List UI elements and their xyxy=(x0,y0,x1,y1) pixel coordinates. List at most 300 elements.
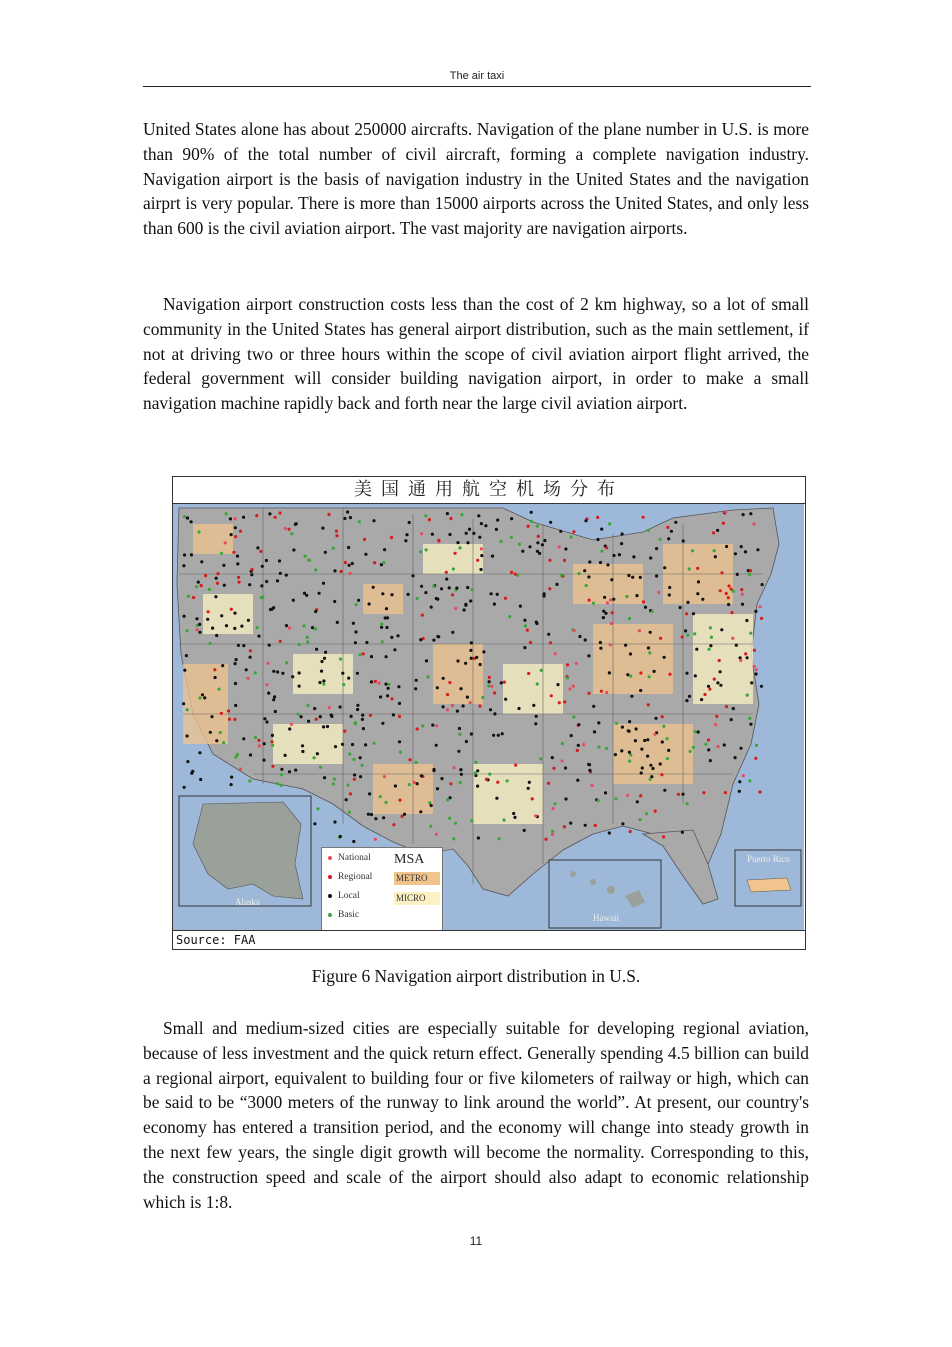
airport-marker xyxy=(584,638,587,641)
airport-marker xyxy=(394,784,397,787)
airport-marker xyxy=(476,785,479,788)
airport-marker xyxy=(278,559,281,562)
airport-marker xyxy=(354,630,357,633)
airport-marker xyxy=(364,553,367,556)
airport-marker xyxy=(399,751,402,754)
airport-marker xyxy=(313,822,316,825)
airport-marker xyxy=(730,588,733,591)
airport-marker xyxy=(247,619,250,622)
airport-marker xyxy=(236,555,239,558)
airport-marker xyxy=(339,835,342,838)
legend-national-label: National xyxy=(338,853,371,863)
airport-marker xyxy=(468,528,471,531)
airport-marker xyxy=(279,572,282,575)
airport-marker xyxy=(646,755,649,758)
airport-marker xyxy=(709,759,712,762)
airport-marker xyxy=(563,559,566,562)
airport-marker xyxy=(359,756,362,759)
airport-marker xyxy=(393,648,396,651)
airport-marker xyxy=(436,686,439,689)
airport-marker xyxy=(748,717,751,720)
airport-marker xyxy=(385,626,388,629)
airport-marker xyxy=(497,734,500,737)
airport-marker xyxy=(513,816,516,819)
airport-marker xyxy=(233,718,236,721)
airport-marker xyxy=(602,616,605,619)
airport-marker xyxy=(210,715,213,718)
airport-marker xyxy=(341,672,344,675)
airport-marker xyxy=(190,553,193,556)
airport-marker xyxy=(547,782,550,785)
airport-marker xyxy=(523,829,526,832)
airport-marker xyxy=(209,731,212,734)
airport-marker xyxy=(196,628,199,631)
airport-marker xyxy=(374,838,377,841)
airport-marker xyxy=(621,532,624,535)
airport-marker xyxy=(363,538,366,541)
airport-marker xyxy=(635,594,638,597)
airport-marker xyxy=(339,705,342,708)
airport-marker xyxy=(643,739,646,742)
airport-marker xyxy=(493,712,496,715)
airport-marker xyxy=(185,654,188,657)
airport-marker xyxy=(263,717,266,720)
airport-marker xyxy=(359,653,362,656)
airport-marker xyxy=(653,670,656,673)
airport-marker xyxy=(630,695,633,698)
airport-marker xyxy=(355,603,358,606)
airport-marker xyxy=(354,721,357,724)
airport-marker xyxy=(382,561,385,564)
airport-marker xyxy=(600,528,603,531)
airport-marker xyxy=(284,754,287,757)
airport-marker xyxy=(320,660,323,663)
airport-marker xyxy=(346,510,349,513)
airport-marker xyxy=(280,768,283,771)
airport-marker xyxy=(392,823,395,826)
airport-marker xyxy=(335,534,338,537)
header-rule xyxy=(143,86,811,87)
airport-marker xyxy=(569,822,572,825)
airport-marker xyxy=(741,603,744,606)
airport-marker xyxy=(323,657,326,660)
airport-marker xyxy=(477,836,480,839)
airport-marker xyxy=(731,637,734,640)
airport-marker xyxy=(234,526,237,529)
airport-marker xyxy=(639,689,642,692)
airport-marker xyxy=(626,673,629,676)
airport-marker xyxy=(465,740,468,743)
airport-marker xyxy=(456,541,459,544)
airport-marker xyxy=(517,707,520,710)
airport-marker xyxy=(398,740,401,743)
airport-marker xyxy=(236,562,239,565)
airport-marker xyxy=(198,751,201,754)
airport-marker xyxy=(485,778,488,781)
airport-marker xyxy=(684,629,687,632)
airport-marker xyxy=(242,516,245,519)
airport-marker xyxy=(362,652,365,655)
airport-marker xyxy=(230,776,233,779)
hawaii-label: Hawaii xyxy=(593,913,619,923)
airport-marker xyxy=(285,624,288,627)
airport-marker xyxy=(319,715,322,718)
airport-marker xyxy=(647,529,650,532)
airport-marker xyxy=(416,782,419,785)
airport-marker xyxy=(235,658,238,661)
airport-marker xyxy=(237,644,240,647)
airport-marker xyxy=(526,629,529,632)
airport-marker xyxy=(445,578,448,581)
airport-marker xyxy=(314,627,317,630)
airport-marker xyxy=(382,816,385,819)
airport-marker xyxy=(364,743,367,746)
airport-marker xyxy=(561,759,564,762)
airport-marker xyxy=(490,592,493,595)
airport-marker xyxy=(276,782,279,785)
airport-marker xyxy=(655,574,658,577)
airport-marker xyxy=(315,648,318,651)
airport-marker xyxy=(398,715,401,718)
legend-regional-label: Regional xyxy=(338,872,373,882)
airport-marker xyxy=(713,678,716,681)
airport-marker xyxy=(458,727,461,730)
airport-marker xyxy=(437,635,440,638)
airport-marker xyxy=(351,743,354,746)
airport-marker xyxy=(663,656,666,659)
airport-marker xyxy=(234,682,237,685)
airport-marker xyxy=(416,727,419,730)
airport-marker xyxy=(378,682,381,685)
airport-marker xyxy=(279,784,282,787)
airport-marker xyxy=(649,778,652,781)
airport-marker xyxy=(369,714,372,717)
airport-marker xyxy=(503,681,506,684)
airport-marker xyxy=(636,800,639,803)
airport-marker xyxy=(322,679,325,682)
airport-marker xyxy=(436,787,439,790)
airport-marker xyxy=(754,757,757,760)
airport-marker xyxy=(744,652,747,655)
airport-marker xyxy=(462,704,465,707)
airport-marker xyxy=(748,573,751,576)
airport-marker xyxy=(340,570,343,573)
airport-marker xyxy=(234,704,237,707)
airport-marker xyxy=(301,744,304,747)
airport-marker xyxy=(431,724,434,727)
airport-marker xyxy=(500,540,503,543)
airport-marker xyxy=(755,672,758,675)
airport-marker xyxy=(610,578,613,581)
airport-marker xyxy=(215,634,218,637)
airport-marker xyxy=(322,725,325,728)
airport-marker xyxy=(692,746,695,749)
airport-marker xyxy=(496,593,499,596)
airport-marker xyxy=(186,734,189,737)
airport-marker xyxy=(466,586,469,589)
airport-marker xyxy=(686,601,689,604)
airport-marker xyxy=(479,663,482,666)
airport-marker xyxy=(451,631,454,634)
airport-marker xyxy=(219,731,222,734)
airport-marker xyxy=(274,516,277,519)
airport-marker xyxy=(260,584,263,587)
airport-marker xyxy=(558,701,561,704)
airport-marker xyxy=(620,542,623,545)
airport-marker xyxy=(654,717,657,720)
airport-marker xyxy=(349,516,352,519)
airport-marker xyxy=(551,756,554,759)
airport-marker xyxy=(746,656,749,659)
airport-marker xyxy=(272,698,275,701)
airport-marker xyxy=(370,813,373,816)
airport-marker xyxy=(730,718,733,721)
airport-marker xyxy=(701,598,704,601)
airport-marker xyxy=(348,753,351,756)
airport-marker xyxy=(463,608,466,611)
airport-marker xyxy=(693,632,696,635)
airport-marker xyxy=(271,744,274,747)
airport-marker xyxy=(621,726,624,729)
airport-marker xyxy=(668,586,671,589)
airport-marker xyxy=(727,584,730,587)
airport-marker xyxy=(724,791,727,794)
legend-local xyxy=(328,891,360,901)
airport-marker xyxy=(415,679,418,682)
airport-marker xyxy=(639,576,642,579)
airport-marker xyxy=(615,722,618,725)
airport-marker xyxy=(697,730,700,733)
airport-marker xyxy=(374,680,377,683)
airport-marker xyxy=(689,750,692,753)
airport-marker xyxy=(234,535,237,538)
airport-marker xyxy=(385,655,388,658)
airport-marker xyxy=(541,543,544,546)
airport-marker xyxy=(478,536,481,539)
airport-marker xyxy=(718,659,721,662)
airport-marker xyxy=(626,794,629,797)
airport-marker xyxy=(585,584,588,587)
airport-marker xyxy=(300,715,303,718)
airport-marker xyxy=(274,710,277,713)
airport-marker xyxy=(504,597,507,600)
airport-marker xyxy=(324,651,327,654)
regional-dot-icon xyxy=(328,875,332,879)
airport-marker xyxy=(734,552,737,555)
airport-marker xyxy=(573,629,576,632)
airport-marker xyxy=(278,511,281,514)
airport-marker xyxy=(195,617,198,620)
airport-marker xyxy=(474,771,477,774)
airport-marker xyxy=(679,606,682,609)
airport-marker xyxy=(459,768,462,771)
airport-marker xyxy=(597,746,600,749)
airport-marker xyxy=(608,831,611,834)
airport-marker xyxy=(347,677,350,680)
airport-marker xyxy=(723,743,726,746)
airport-marker xyxy=(727,603,730,606)
airport-marker xyxy=(288,727,291,730)
airport-marker xyxy=(428,518,431,521)
airport-marker xyxy=(259,550,262,553)
airport-marker xyxy=(367,813,370,816)
airport-marker xyxy=(186,629,189,632)
airport-marker xyxy=(425,659,428,662)
airport-marker xyxy=(206,618,209,621)
airport-marker xyxy=(203,696,206,699)
airport-marker xyxy=(348,564,351,567)
airport-marker xyxy=(464,662,467,665)
airport-marker xyxy=(527,525,530,528)
airport-marker xyxy=(298,685,301,688)
airport-marker xyxy=(435,744,438,747)
airport-marker xyxy=(479,568,482,571)
airport-marker xyxy=(572,715,575,718)
airport-marker xyxy=(223,584,226,587)
airport-marker xyxy=(535,715,538,718)
airport-marker xyxy=(446,708,449,711)
airport-marker xyxy=(353,778,356,781)
airport-marker xyxy=(318,681,321,684)
airport-marker xyxy=(596,538,599,541)
airport-marker xyxy=(455,587,458,590)
airport-marker xyxy=(374,817,377,820)
airport-marker xyxy=(256,626,259,629)
airport-marker xyxy=(528,545,531,548)
airport-marker xyxy=(251,568,254,571)
airport-marker xyxy=(430,606,433,609)
airport-marker xyxy=(572,685,575,688)
airport-marker xyxy=(760,685,763,688)
airport-marker xyxy=(694,674,697,677)
airport-marker xyxy=(351,562,354,565)
airport-marker xyxy=(527,787,530,790)
airport-marker xyxy=(419,638,422,641)
airport-marker xyxy=(659,538,662,541)
airport-marker xyxy=(644,606,647,609)
running-header: The air taxi xyxy=(449,70,505,82)
airport-marker xyxy=(740,545,743,548)
airport-marker xyxy=(285,661,288,664)
airport-marker xyxy=(424,591,427,594)
airport-marker xyxy=(352,840,355,843)
airport-marker xyxy=(272,606,275,609)
airport-marker xyxy=(558,545,561,548)
airport-marker xyxy=(333,820,336,823)
airport-marker xyxy=(496,519,499,522)
airport-marker xyxy=(529,641,532,644)
airport-marker xyxy=(392,713,395,716)
airport-marker xyxy=(719,589,722,592)
airport-marker xyxy=(639,794,642,797)
airport-marker xyxy=(425,548,428,551)
airport-marker xyxy=(734,756,737,759)
airport-marker xyxy=(233,627,236,630)
airport-marker xyxy=(686,802,689,805)
airport-marker xyxy=(381,592,384,595)
airport-marker xyxy=(682,539,685,542)
airport-marker xyxy=(344,561,347,564)
figure-title: 美国通用航空机场分布 xyxy=(173,477,805,504)
airport-marker xyxy=(285,574,288,577)
airport-marker xyxy=(490,685,493,688)
airport-distribution-figure xyxy=(172,476,806,950)
airport-marker xyxy=(629,675,632,678)
airport-marker xyxy=(667,749,670,752)
airport-marker xyxy=(249,753,252,756)
airport-marker xyxy=(398,702,401,705)
airport-marker xyxy=(220,552,223,555)
airport-marker xyxy=(659,762,662,765)
airport-marker xyxy=(640,771,643,774)
airport-marker xyxy=(628,760,631,763)
airport-marker xyxy=(187,595,190,598)
airport-marker xyxy=(326,725,329,728)
airport-marker xyxy=(501,732,504,735)
airport-marker xyxy=(284,527,287,530)
airport-marker xyxy=(740,588,743,591)
airport-marker xyxy=(651,767,654,770)
us-map xyxy=(173,504,804,931)
airport-marker xyxy=(288,770,291,773)
airport-marker xyxy=(466,696,469,699)
airport-marker xyxy=(735,644,738,647)
airport-marker xyxy=(213,668,216,671)
airport-marker xyxy=(356,672,359,675)
airport-marker xyxy=(496,781,499,784)
airport-marker xyxy=(584,824,587,827)
airport-marker xyxy=(742,774,745,777)
airport-marker xyxy=(239,530,242,533)
airport-marker xyxy=(708,648,711,651)
airport-marker xyxy=(258,744,261,747)
airport-marker xyxy=(216,582,219,585)
airport-marker xyxy=(670,530,673,533)
airport-marker xyxy=(614,753,617,756)
airport-marker xyxy=(591,784,594,787)
airport-marker xyxy=(240,625,243,628)
airport-marker xyxy=(660,773,663,776)
airport-marker xyxy=(354,641,357,644)
legend-local-label: Local xyxy=(338,891,360,901)
airport-marker xyxy=(708,688,711,691)
airport-marker xyxy=(454,552,457,555)
airport-marker xyxy=(291,675,294,678)
airport-marker xyxy=(618,553,621,556)
airport-marker xyxy=(292,599,295,602)
airport-marker xyxy=(696,567,699,570)
alaska-label: Alaska xyxy=(235,897,260,907)
airport-marker xyxy=(611,611,614,614)
airport-marker xyxy=(510,517,513,520)
airport-marker xyxy=(197,530,200,533)
airport-marker xyxy=(220,614,223,617)
airport-marker xyxy=(228,718,231,721)
airport-marker xyxy=(198,631,201,634)
airport-marker xyxy=(308,559,311,562)
airport-marker xyxy=(495,528,498,531)
airport-marker xyxy=(697,580,700,583)
airport-marker xyxy=(512,812,515,815)
airport-marker xyxy=(552,807,555,810)
airport-marker xyxy=(570,536,573,539)
airport-marker xyxy=(578,635,581,638)
airport-marker xyxy=(451,593,454,596)
airport-marker xyxy=(621,822,624,825)
airport-marker xyxy=(352,622,355,625)
airport-marker xyxy=(523,646,526,649)
airport-marker xyxy=(183,615,186,618)
